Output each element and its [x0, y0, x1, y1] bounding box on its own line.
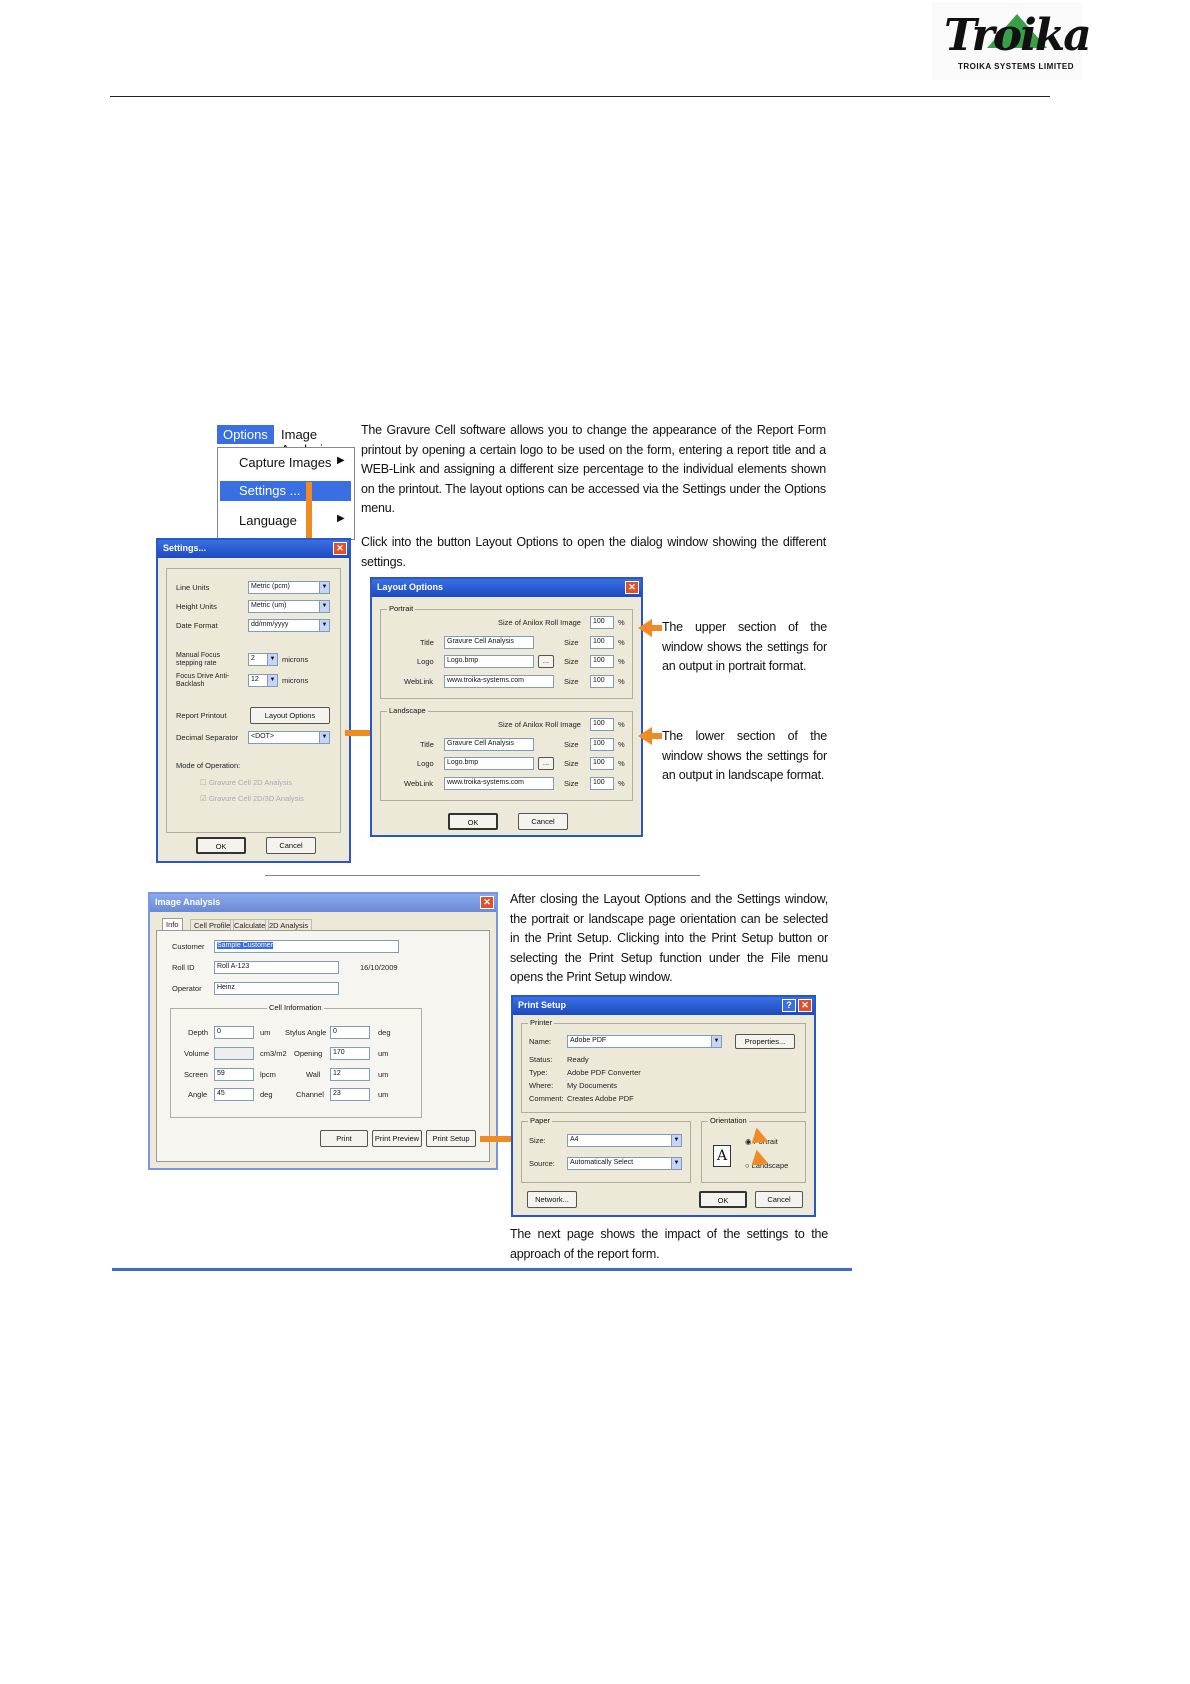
- landscape-logo-browse-button[interactable]: ...: [538, 757, 554, 770]
- landscape-logo-field[interactable]: Logo.bmp: [444, 757, 534, 770]
- header-divider: [110, 96, 1050, 97]
- channel-unit: um: [378, 1090, 389, 1099]
- chevron-down-icon: ▼: [711, 1036, 721, 1047]
- screen-field[interactable]: 59: [214, 1068, 254, 1081]
- close-icon[interactable]: ✕: [480, 896, 494, 909]
- landscape-title-label: Title: [420, 740, 434, 749]
- portrait-radio[interactable]: ◉ Portrait: [745, 1137, 778, 1146]
- chevron-down-icon: ▼: [267, 675, 277, 686]
- pct-label: %: [618, 759, 625, 768]
- printer-group-title: Printer: [530, 1018, 553, 1027]
- customer-label: Customer: [172, 942, 205, 951]
- focus-step-select[interactable]: 2 ▼: [248, 653, 278, 666]
- landscape-anilox-field[interactable]: 100: [590, 718, 614, 731]
- pct-label: %: [618, 779, 625, 788]
- type-value: Adobe PDF Converter: [567, 1068, 641, 1077]
- date-format-select[interactable]: dd/mm/yyyy ▼: [248, 619, 330, 632]
- opening-field[interactable]: 170: [330, 1047, 370, 1060]
- report-printout-label: Report Printout: [176, 711, 227, 720]
- cell-info-title: Cell Information: [269, 1003, 322, 1012]
- operator-field[interactable]: Heinz: [214, 982, 339, 995]
- channel-label: Channel: [296, 1090, 324, 1099]
- cell-info-group: [170, 1003, 422, 1118]
- screen-unit: lpcm: [260, 1070, 276, 1079]
- menu-item-language[interactable]: Language: [239, 513, 297, 528]
- mode-label: Mode of Operation:: [176, 761, 241, 770]
- opening-unit: um: [378, 1049, 389, 1058]
- landscape-radio[interactable]: ○ Landscape: [745, 1161, 789, 1170]
- paper-group-title: Paper: [530, 1116, 551, 1125]
- focus-step-label: Manual Focus stepping rate: [176, 652, 220, 667]
- portrait-logo-size-field[interactable]: 100: [590, 655, 614, 668]
- settings-titlebar: [158, 540, 349, 558]
- screen-label: Screen: [184, 1070, 208, 1079]
- landscape-title-field[interactable]: Gravure Cell Analysis: [444, 738, 534, 751]
- height-units-label: Height Units: [176, 602, 217, 611]
- paper-source-label: Source:: [529, 1159, 555, 1168]
- focus-drive-label: Focus Drive Anti-Backlash: [176, 673, 230, 688]
- logo-wordmark: Troika: [944, 10, 1090, 61]
- volume-label: Volume: [184, 1049, 210, 1058]
- pct-label: %: [618, 657, 625, 666]
- options-menu: [217, 425, 357, 540]
- mode-3d-checkbox[interactable]: ☑ Gravure Cell 2D/3D Analysis: [200, 794, 304, 803]
- focus-drive-select[interactable]: 12 ▼: [248, 674, 278, 687]
- menu-item-capture-images[interactable]: Capture Images: [239, 455, 332, 470]
- close-icon[interactable]: ✕: [625, 581, 639, 594]
- pct-label: %: [618, 618, 625, 627]
- print-setup-dialog: [511, 995, 816, 1217]
- chevron-down-icon: ▼: [319, 732, 329, 743]
- portrait-anilox-label: Size of Anilox Roll Image: [498, 618, 581, 627]
- settings-dialog: [156, 538, 351, 863]
- image-analysis-title: Image Analysis: [155, 897, 221, 907]
- section-divider: [265, 875, 700, 876]
- tab-cell-profile[interactable]: Cell Profile: [190, 919, 234, 932]
- submenu-arrow-icon: ▶: [337, 455, 345, 466]
- portrait-logo-label: Logo: [417, 657, 434, 666]
- line-units-select[interactable]: Metric (pcm) ▼: [248, 581, 330, 594]
- landscape-weblink-size-field[interactable]: 100: [590, 777, 614, 790]
- angle-field[interactable]: 45: [214, 1088, 254, 1101]
- roll-id-label: Roll ID: [172, 963, 195, 972]
- portrait-title-size-label: Size: [564, 638, 579, 647]
- stylus-angle-unit: deg: [378, 1028, 391, 1037]
- analysis-date: 16/10/2009: [360, 963, 398, 972]
- submenu-arrow-icon: ▶: [337, 513, 345, 524]
- portrait-title-label: Title: [420, 638, 434, 647]
- help-icon[interactable]: ?: [782, 999, 796, 1012]
- wall-field[interactable]: 12: [330, 1068, 370, 1081]
- arrow-settings-to-layout: [345, 730, 373, 736]
- wall-unit: um: [378, 1070, 389, 1079]
- landscape-title-size-label: Size: [564, 740, 579, 749]
- landscape-anilox-label: Size of Anilox Roll Image: [498, 720, 581, 729]
- type-label: Type:: [529, 1068, 548, 1077]
- channel-field[interactable]: 23: [330, 1088, 370, 1101]
- depth-field[interactable]: 0: [214, 1026, 254, 1039]
- angle-unit: deg: [260, 1090, 273, 1099]
- paper-size-select[interactable]: A4 ▼: [567, 1134, 682, 1147]
- chevron-down-icon: ▼: [319, 601, 329, 612]
- print-setup-titlebar: [513, 997, 814, 1015]
- portrait-group-title: Portrait: [389, 604, 414, 613]
- landscape-weblink-size-label: Size: [564, 779, 579, 788]
- print-button[interactable]: Print: [320, 1130, 368, 1147]
- chevron-down-icon: ▼: [319, 620, 329, 631]
- properties-button[interactable]: Properties...: [735, 1034, 795, 1049]
- settings-ok-button[interactable]: OK: [196, 837, 246, 854]
- status-value: Ready: [567, 1055, 589, 1064]
- chevron-down-icon: ▼: [671, 1135, 681, 1146]
- print-setup-cancel-button[interactable]: Cancel: [755, 1191, 803, 1208]
- print-setup-button[interactable]: Print Setup: [426, 1130, 476, 1147]
- layout-intro-paragraph: Click into the button Layout Options to open the dialog window showing the different settings.: [361, 535, 826, 569]
- focus-drive-unit: microns: [282, 676, 309, 685]
- decimal-separator-label: Decimal Separator: [176, 733, 239, 742]
- image-analysis-dialog: [148, 892, 498, 1170]
- landscape-weblink-field[interactable]: www.troika-systems.com: [444, 777, 554, 790]
- menu-image-analysis[interactable]: Image: [281, 427, 318, 442]
- volume-unit: cm3/m2: [260, 1049, 287, 1058]
- layout-options-button[interactable]: Layout Options: [250, 707, 330, 724]
- settings-title: Settings...: [163, 543, 207, 553]
- line-units-label: Line Units: [176, 583, 210, 592]
- depth-unit: um: [260, 1028, 271, 1037]
- chevron-down-icon: ▼: [319, 582, 329, 593]
- paper-size-label: Size:: [529, 1136, 546, 1145]
- pct-label: %: [618, 740, 625, 749]
- arrow-portrait-callout: [650, 625, 662, 631]
- menu-item-settings[interactable]: Settings ...: [239, 483, 301, 498]
- print-preview-button[interactable]: Print Preview: [372, 1130, 422, 1147]
- portrait-page-icon: A: [713, 1145, 731, 1167]
- where-label: Where:: [529, 1081, 554, 1090]
- date-format-label: Date Format: [176, 621, 218, 630]
- tab-2d-analysis[interactable]: 2D Analysis: [265, 919, 312, 932]
- portrait-anilox-field[interactable]: 100: [590, 616, 614, 629]
- portrait-logo-field[interactable]: Logo.bmp: [444, 655, 534, 668]
- portrait-weblink-size-field[interactable]: 100: [590, 675, 614, 688]
- pct-label: %: [618, 720, 625, 729]
- decimal-separator-select[interactable]: <DOT> ▼: [248, 731, 330, 744]
- orientation-group-title: Orientation: [710, 1116, 747, 1125]
- footer-divider: [112, 1268, 852, 1271]
- landscape-logo-size-label: Size: [564, 759, 579, 768]
- print-setup-title: Print Setup: [518, 1000, 567, 1010]
- landscape-logo-label: Logo: [417, 759, 434, 768]
- next-page-paragraph: The next page shows the impact of the settings to the approach of the report form.: [510, 1227, 828, 1261]
- where-value: My Documents: [567, 1081, 618, 1090]
- tab-calculate[interactable]: Calculate: [230, 919, 269, 932]
- portrait-logo-browse-button[interactable]: ...: [538, 655, 554, 668]
- portrait-callout: The upper section of the window shows the settings for an output in portrait format.: [662, 620, 827, 673]
- depth-label: Depth: [188, 1028, 209, 1037]
- close-icon[interactable]: ✕: [333, 542, 347, 555]
- image-analysis-titlebar: [150, 894, 496, 912]
- portrait-weblink-size-label: Size: [564, 677, 579, 686]
- troika-logo: [932, 2, 1090, 80]
- comment-label: Comment:: [529, 1094, 564, 1103]
- layout-titlebar: [372, 579, 641, 597]
- portrait-weblink-field[interactable]: www.troika-systems.com: [444, 675, 554, 688]
- customer-field[interactable]: Sample Customer: [214, 940, 399, 953]
- paper-group: [521, 1116, 691, 1183]
- portrait-title-field[interactable]: Gravure Cell Analysis: [444, 636, 534, 649]
- landscape-title-size-field[interactable]: 100: [590, 738, 614, 751]
- pct-label: %: [618, 677, 625, 686]
- menu-options[interactable]: Options: [217, 425, 274, 444]
- tab-info[interactable]: Info: [162, 918, 183, 930]
- logo-subtitle: TROIKA SYSTEMS LIMITED: [958, 62, 1075, 71]
- operator-label: Operator: [172, 984, 202, 993]
- layout-title: Layout Options: [377, 582, 443, 592]
- landscape-logo-size-field[interactable]: 100: [590, 757, 614, 770]
- landscape-weblink-label: WebLink: [404, 779, 434, 788]
- close-icon[interactable]: ✕: [798, 999, 812, 1012]
- pct-label: %: [618, 638, 625, 647]
- angle-label: Angle: [188, 1090, 208, 1099]
- network-button[interactable]: Network...: [527, 1191, 577, 1208]
- printer-name-label: Name:: [529, 1037, 552, 1046]
- arrow-landscape-callout: [650, 733, 662, 739]
- roll-id-field[interactable]: Roll A-123: [214, 961, 339, 974]
- print-setup-ok-button[interactable]: OK: [699, 1191, 747, 1208]
- mode-2d-checkbox[interactable]: ☐ Gravure Cell 2D Analysis: [200, 778, 293, 787]
- focus-step-unit: microns: [282, 655, 309, 664]
- comment-value: Creates Adobe PDF: [567, 1094, 634, 1103]
- chevron-down-icon: ▼: [267, 654, 277, 665]
- stylus-angle-label: Stylus Angle: [285, 1028, 327, 1037]
- chevron-down-icon: ▼: [671, 1158, 681, 1169]
- layout-cancel-button[interactable]: Cancel: [518, 813, 568, 830]
- intro-paragraph: The Gravure Cell software allows you to change the appearance of the Report Form printout by opening a certain logo to be used on the form, entering a report title and a WEB-Link and assigning a different size percentage to the individual elements shown on the printout. The layout options can be accessed via the Settings under the Options menu.: [361, 423, 826, 515]
- wall-label: Wall: [306, 1070, 321, 1079]
- arrow-menu-to-settings: [306, 482, 312, 540]
- height-units-select[interactable]: Metric (um) ▼: [248, 600, 330, 613]
- opening-label: Opening: [294, 1049, 323, 1058]
- portrait-logo-size-label: Size: [564, 657, 579, 666]
- printer-name-select[interactable]: Adobe PDF ▼: [567, 1035, 722, 1048]
- layout-ok-button[interactable]: OK: [448, 813, 498, 830]
- paper-source-select[interactable]: Automatically Select ▼: [567, 1157, 682, 1170]
- portrait-weblink-label: WebLink: [404, 677, 434, 686]
- landscape-group-title: Landscape: [389, 706, 426, 715]
- settings-cancel-button[interactable]: Cancel: [266, 837, 316, 854]
- volume-field[interactable]: [214, 1047, 254, 1060]
- landscape-callout: The lower section of the window shows the settings for an output in landscape format.: [662, 729, 827, 782]
- status-label: Status:: [529, 1055, 553, 1064]
- layout-options-dialog: [370, 577, 643, 837]
- stylus-angle-field[interactable]: 0: [330, 1026, 370, 1039]
- portrait-title-size-field[interactable]: 100: [590, 636, 614, 649]
- print-setup-paragraph: After closing the Layout Options and the Settings window, the portrait or landscape page orientation can be selected in the Print Setup. Clicking into the Print Setup button or selecting the Print Setup function under the File menu opens the Print Setup window.: [510, 892, 828, 984]
